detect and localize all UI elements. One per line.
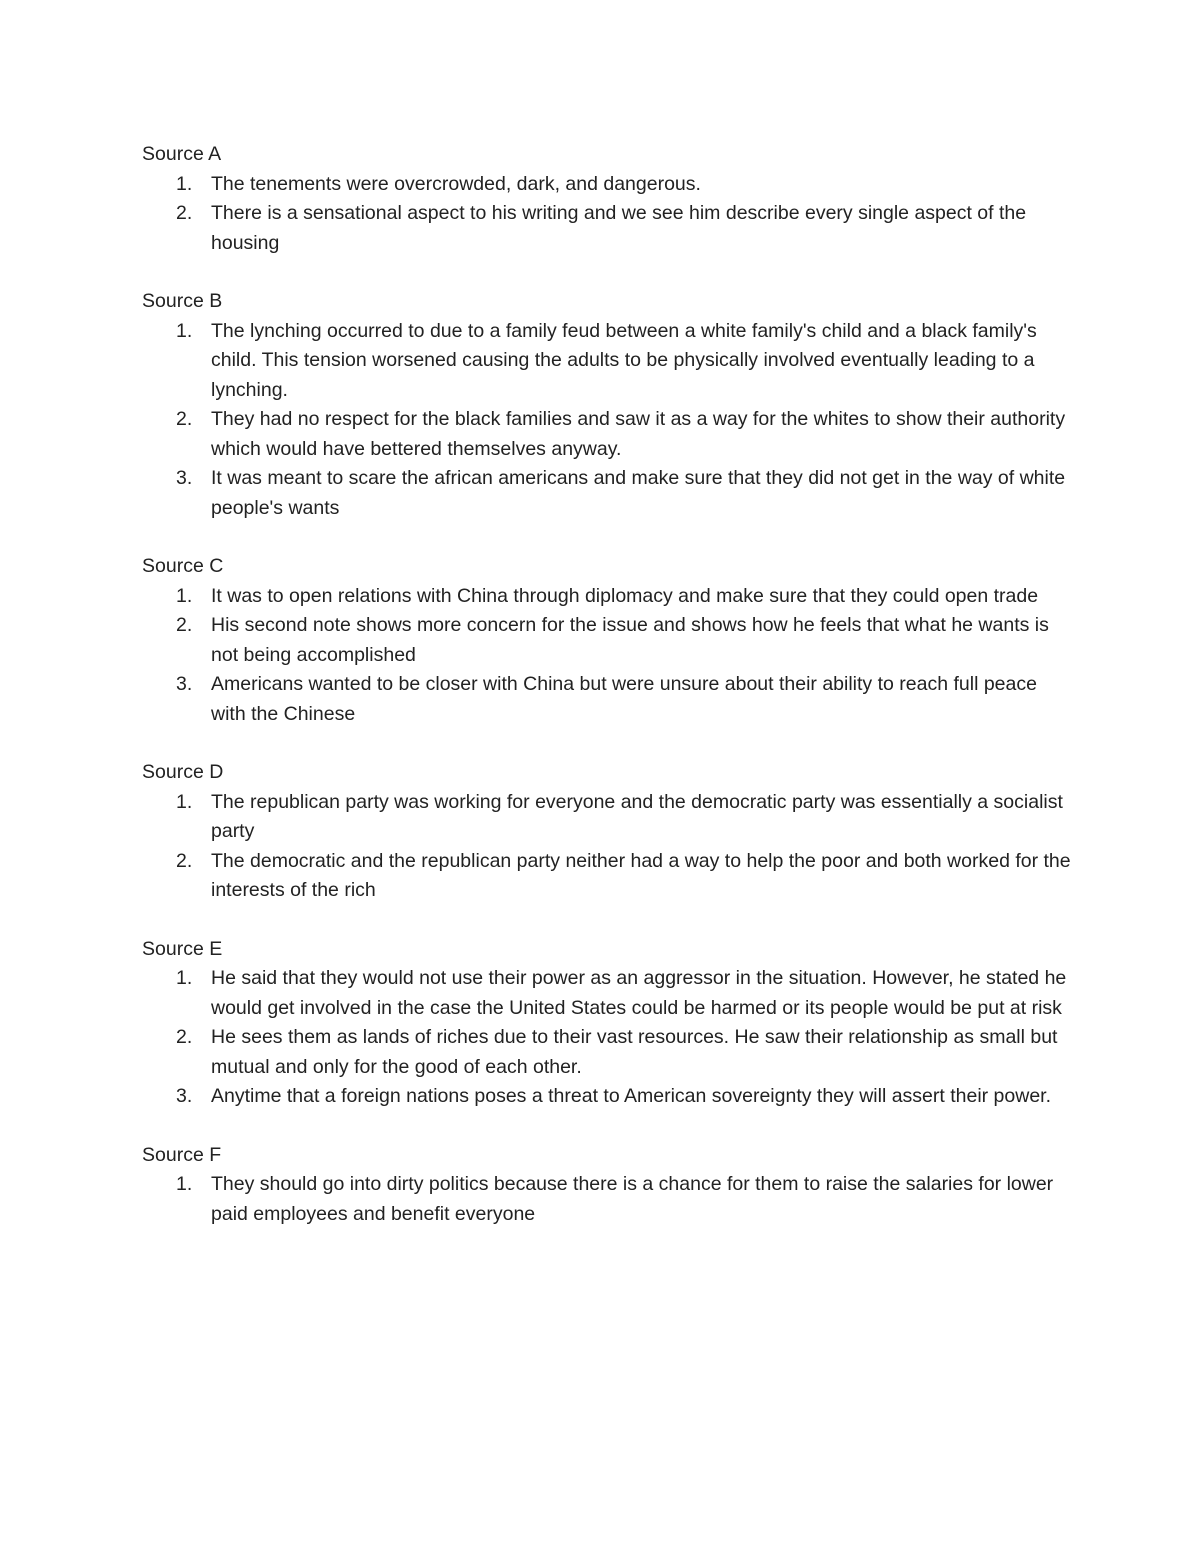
list-item — [142, 964, 1072, 1023]
source-f-heading: Source F — [142, 1143, 222, 1166]
list-item — [142, 464, 1072, 523]
list-item — [142, 170, 1072, 200]
list-item-text: The tenements were overcrowded, dark, and dangerous. — [211, 172, 701, 195]
source-d-section — [142, 758, 1072, 906]
list-item-number: 1. — [176, 172, 193, 195]
list-item — [142, 847, 1072, 906]
source-a-list — [142, 170, 1072, 259]
source-c-heading: Source C — [142, 555, 224, 577]
list-item-number: 1. — [176, 790, 193, 813]
source-d-heading: Source D — [142, 761, 224, 783]
source-d-list — [142, 788, 1072, 906]
list-item-text: They had no respect for the black families and saw it as a way for the whites to show their authority which would have bettered themselves anyway. — [211, 408, 1066, 460]
list-item-number: 1. — [176, 1173, 193, 1195]
source-b-list — [142, 317, 1072, 524]
list-item-number: 3. — [176, 1085, 193, 1107]
list-item-text: They should go into dirty politics because there is a chance for them to raise the salaries for lower paid employees and benefit everyone — [211, 1173, 1054, 1225]
document-page — [142, 140, 1072, 1258]
list-item — [142, 199, 1072, 258]
source-b-section — [142, 287, 1072, 523]
source-c-list — [142, 582, 1072, 730]
list-item — [142, 405, 1072, 464]
list-item-text: It was meant to scare the african americans and make sure that they did not get in the way of white people's wants — [211, 467, 1066, 519]
source-f-section — [142, 1141, 1072, 1230]
source-f-list — [142, 1170, 1072, 1229]
list-item-text: The democratic and the republican party neither had a way to help the poor and both worked for the interests of the rich — [211, 849, 1071, 901]
list-item — [142, 582, 1072, 612]
source-a-heading: Source A — [142, 143, 222, 165]
list-item-text: It was to open relations with China through diplomacy and make sure that they could open trade — [211, 584, 1039, 607]
list-item-number: 2. — [176, 614, 193, 636]
list-item — [142, 611, 1072, 670]
list-item — [142, 788, 1072, 847]
source-c-section — [142, 552, 1072, 729]
list-item-number: 3. — [176, 673, 193, 695]
list-item — [142, 1170, 1072, 1229]
list-item-text: Americans wanted to be closer with China but were unsure about their ability to reach full peace with the Chinese — [211, 673, 1037, 725]
source-b-heading: Source B — [142, 290, 223, 312]
source-e-section — [142, 935, 1072, 1112]
list-item — [142, 317, 1072, 406]
source-a-section — [142, 140, 1072, 258]
list-item-text: Anytime that a foreign nations poses a threat to American sovereignty they will assert their power. — [211, 1085, 1052, 1107]
list-item-number: 2. — [176, 408, 193, 430]
list-item-number: 2. — [176, 202, 193, 224]
list-item-text: He sees them as lands of riches due to their vast resources. He saw their relationship as small but mutual and only for the good of each other. — [211, 1026, 1058, 1078]
list-item — [142, 1023, 1072, 1082]
list-item-number: 2. — [176, 849, 193, 872]
list-item — [142, 1082, 1072, 1112]
list-item-text: The lynching occurred to due to a family feud between a white family's child and a black family's child. This tension worsened causing the adults to be physically involved eventually leading to a lynching. — [211, 319, 1037, 401]
source-e-heading: Source E — [142, 937, 223, 960]
list-item-text: His second note shows more concern for the issue and shows how he feels that what he wants is not being accomplished — [211, 614, 1049, 666]
list-item-number: 3. — [176, 467, 193, 489]
list-item-number: 2. — [176, 1026, 193, 1048]
list-item-text: There is a sensational aspect to his writing and we see him describe every single aspect of the housing — [211, 202, 1027, 254]
source-e-list — [142, 964, 1072, 1112]
list-item-text: He said that they would not use their power as an aggressor in the situation. However, he stated he would get involved in the case the United States could be harmed or its people would be put at risk — [211, 967, 1067, 1019]
list-item-number: 1. — [176, 584, 193, 607]
list-item — [142, 670, 1072, 729]
list-item-text: The republican party was working for everyone and the democratic party was essentially a socialist party — [211, 790, 1063, 842]
list-item-number: 1. — [176, 319, 193, 342]
list-item-number: 1. — [176, 967, 193, 989]
